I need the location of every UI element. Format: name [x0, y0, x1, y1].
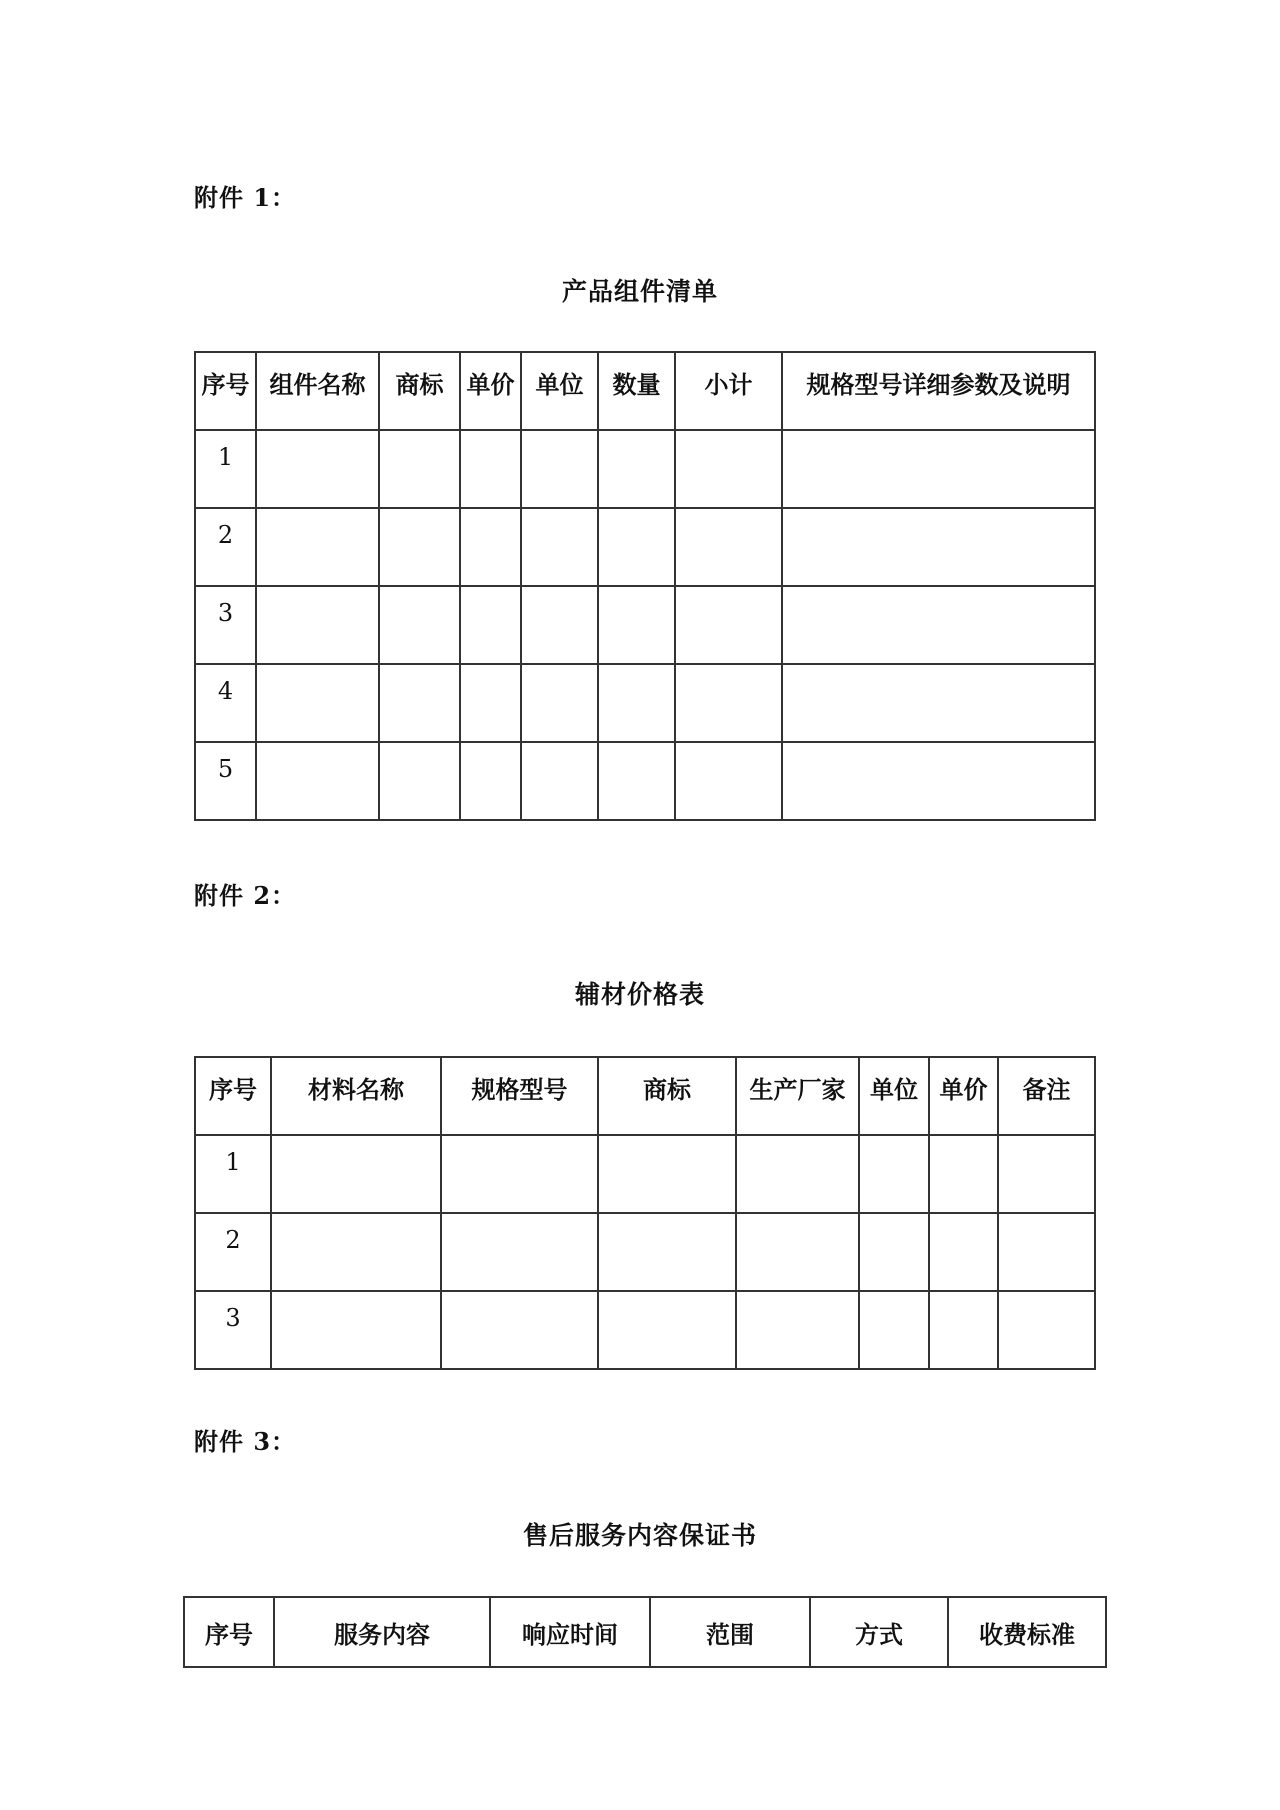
table-cell[interactable]: [521, 586, 598, 664]
header-cell: 序号: [195, 1057, 271, 1135]
header-cell: 范围: [650, 1597, 810, 1667]
table-header-row: [184, 1597, 1106, 1667]
table-cell[interactable]: [675, 742, 782, 820]
table-cell[interactable]: [782, 430, 1095, 508]
table-cell[interactable]: [736, 1213, 859, 1291]
table-row: [195, 1213, 1095, 1291]
table-cell[interactable]: [460, 664, 521, 742]
row-number: 3: [195, 1291, 271, 1369]
table-cell[interactable]: [379, 742, 460, 820]
row-number: 2: [195, 508, 256, 586]
table-row: [195, 1135, 1095, 1213]
row-number: 3: [195, 586, 256, 664]
header-cell: 序号: [195, 352, 256, 430]
table-cell[interactable]: [521, 742, 598, 820]
header-cell: 方式: [810, 1597, 948, 1667]
header-cell: 收费标准: [948, 1597, 1106, 1667]
table-cell[interactable]: [998, 1291, 1095, 1369]
table-cell[interactable]: [379, 430, 460, 508]
header-cell: 响应时间: [490, 1597, 650, 1667]
table-row: [195, 742, 1095, 820]
table-cell[interactable]: [929, 1291, 998, 1369]
table-cell[interactable]: [782, 586, 1095, 664]
header-cell: 序号: [184, 1597, 274, 1667]
header-cell: 组件名称: [256, 352, 379, 430]
table-cell[interactable]: [598, 664, 675, 742]
header-cell: 商标: [598, 1057, 736, 1135]
header-cell: 规格型号: [441, 1057, 598, 1135]
header-cell: 商标: [379, 352, 460, 430]
table-cell[interactable]: [859, 1291, 929, 1369]
table-cell[interactable]: [598, 430, 675, 508]
table-cell[interactable]: [521, 664, 598, 742]
table-cell[interactable]: [256, 742, 379, 820]
table-cell[interactable]: [460, 742, 521, 820]
table-cell[interactable]: [782, 508, 1095, 586]
table-cell[interactable]: [271, 1135, 441, 1213]
table-cell[interactable]: [379, 508, 460, 586]
table-cell[interactable]: [675, 430, 782, 508]
table-row: [195, 1291, 1095, 1369]
table-cell[interactable]: [675, 586, 782, 664]
table-cell[interactable]: [441, 1291, 598, 1369]
attachment-3-label: 附件 3：: [194, 1427, 297, 1456]
table-row: [195, 664, 1095, 742]
row-number: 4: [195, 664, 256, 742]
attachment-1-label: 附件 1：: [194, 183, 297, 212]
table-cell[interactable]: [998, 1213, 1095, 1291]
table-cell[interactable]: [859, 1213, 929, 1291]
table-cell[interactable]: [521, 508, 598, 586]
product-components-table: [194, 351, 1096, 821]
table-cell[interactable]: [736, 1291, 859, 1369]
table-cell[interactable]: [598, 508, 675, 586]
table-cell[interactable]: [598, 1135, 736, 1213]
header-cell: 单价: [460, 352, 521, 430]
table-cell[interactable]: [271, 1291, 441, 1369]
header-cell: 服务内容: [274, 1597, 490, 1667]
header-cell: 材料名称: [271, 1057, 441, 1135]
table-cell[interactable]: [441, 1213, 598, 1291]
auxiliary-materials-title: 辅材价格表: [574, 980, 705, 1009]
header-cell: 单价: [929, 1057, 998, 1135]
table-cell[interactable]: [598, 586, 675, 664]
header-cell: 单位: [521, 352, 598, 430]
table-cell[interactable]: [782, 664, 1095, 742]
header-cell: 生产厂家: [736, 1057, 859, 1135]
table-cell[interactable]: [256, 430, 379, 508]
header-cell: 小计: [675, 352, 782, 430]
header-cell: 单位: [859, 1057, 929, 1135]
table-cell[interactable]: [598, 1213, 736, 1291]
table-cell[interactable]: [256, 508, 379, 586]
product-components-title: 产品组件清单: [561, 277, 718, 306]
table-row: [195, 586, 1095, 664]
after-sales-service-title: 售后服务内容保证书: [522, 1521, 757, 1550]
table-cell[interactable]: [460, 508, 521, 586]
header-cell: 备注: [998, 1057, 1095, 1135]
table-cell[interactable]: [859, 1135, 929, 1213]
table-cell[interactable]: [256, 586, 379, 664]
header-cell: 规格型号详细参数及说明: [782, 352, 1095, 430]
table-cell[interactable]: [929, 1135, 998, 1213]
table-cell[interactable]: [521, 430, 598, 508]
table-row: [195, 430, 1095, 508]
table-cell[interactable]: [379, 586, 460, 664]
table-cell[interactable]: [998, 1135, 1095, 1213]
table-cell[interactable]: [460, 586, 521, 664]
table-header-row: [195, 1057, 1095, 1135]
auxiliary-materials-table: [194, 1056, 1096, 1370]
attachment-2-label: 附件 2：: [194, 881, 297, 910]
table-cell[interactable]: [929, 1213, 998, 1291]
table-cell[interactable]: [598, 742, 675, 820]
table-row: [195, 508, 1095, 586]
row-number: 5: [195, 742, 256, 820]
row-number: 1: [195, 430, 256, 508]
table-cell[interactable]: [675, 508, 782, 586]
table-cell[interactable]: [460, 430, 521, 508]
table-cell[interactable]: [736, 1135, 859, 1213]
table-cell[interactable]: [675, 664, 782, 742]
header-cell: 数量: [598, 352, 675, 430]
table-cell[interactable]: [379, 664, 460, 742]
table-header-row: [195, 352, 1095, 430]
after-sales-service-table: [183, 1596, 1107, 1668]
table-cell[interactable]: [441, 1135, 598, 1213]
table-cell[interactable]: [782, 742, 1095, 820]
table-cell[interactable]: [271, 1213, 441, 1291]
table-cell[interactable]: [598, 1291, 736, 1369]
row-number: 2: [195, 1213, 271, 1291]
table-cell[interactable]: [256, 664, 379, 742]
row-number: 1: [195, 1135, 271, 1213]
